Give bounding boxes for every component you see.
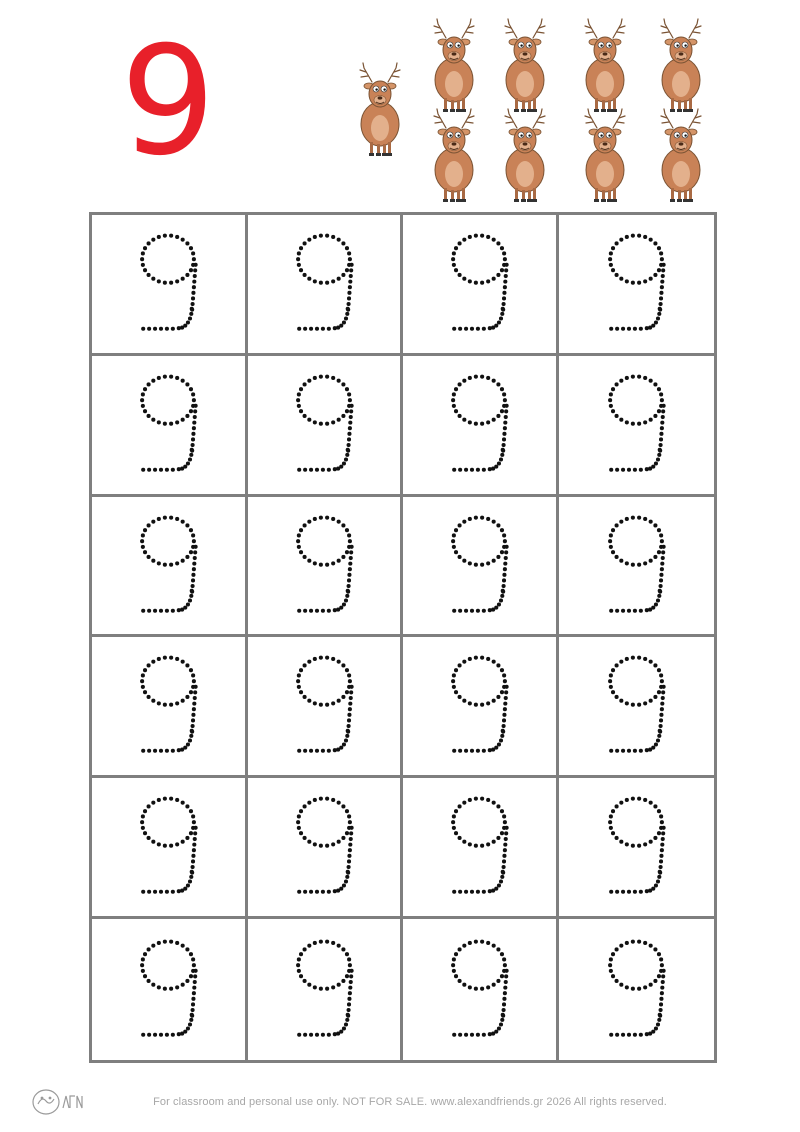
tracing-cell[interactable] xyxy=(248,919,404,1060)
reindeer-icon xyxy=(497,18,553,112)
dotted-nine-icon xyxy=(128,651,208,761)
dotted-nine-icon xyxy=(284,511,364,621)
tracing-cell[interactable] xyxy=(92,778,248,919)
dotted-nine-icon xyxy=(439,792,519,902)
reindeer-icon xyxy=(577,108,633,202)
tracing-cell[interactable] xyxy=(92,497,248,638)
tracing-cell[interactable] xyxy=(403,497,559,638)
dotted-nine-icon xyxy=(596,792,676,902)
tracing-cell[interactable] xyxy=(248,497,404,638)
tracing-cell[interactable] xyxy=(559,637,715,778)
dotted-nine-icon xyxy=(439,651,519,761)
dotted-nine-icon xyxy=(128,792,208,902)
tracing-cell[interactable] xyxy=(559,215,715,356)
dotted-nine-icon xyxy=(284,935,364,1045)
dotted-nine-icon xyxy=(284,229,364,339)
dotted-nine-icon xyxy=(128,511,208,621)
reindeer-icon xyxy=(497,108,553,202)
alexandfriends-logo-icon xyxy=(30,1086,88,1118)
tracing-cell[interactable] xyxy=(248,356,404,497)
dotted-nine-icon xyxy=(596,511,676,621)
tracing-cell[interactable] xyxy=(92,356,248,497)
dotted-nine-icon xyxy=(439,229,519,339)
tracing-cell[interactable] xyxy=(559,919,715,1060)
dotted-nine-icon xyxy=(596,370,676,480)
dotted-nine-icon xyxy=(439,935,519,1045)
dotted-nine-icon xyxy=(596,651,676,761)
tracing-cell[interactable] xyxy=(559,356,715,497)
tracing-cell[interactable] xyxy=(403,778,559,919)
tracing-cell[interactable] xyxy=(92,919,248,1060)
tracing-cell[interactable] xyxy=(248,778,404,919)
tracing-cell[interactable] xyxy=(403,919,559,1060)
tracing-cell[interactable] xyxy=(92,215,248,356)
tracing-cell[interactable] xyxy=(403,637,559,778)
tracing-cell[interactable] xyxy=(248,215,404,356)
tracing-cell[interactable] xyxy=(92,637,248,778)
dotted-nine-icon xyxy=(439,511,519,621)
footer-copyright: For classroom and personal use only. NOT FOR SALE. www.alexandfriends.gr 2026 All rights reserved. xyxy=(153,1096,667,1108)
tracing-cell[interactable] xyxy=(403,356,559,497)
reindeer-icon xyxy=(577,18,633,112)
dotted-nine-icon xyxy=(284,792,364,902)
tracing-cell[interactable] xyxy=(559,497,715,638)
tracing-cell[interactable] xyxy=(403,215,559,356)
dotted-nine-icon xyxy=(284,651,364,761)
dotted-nine-icon xyxy=(128,370,208,480)
reindeer-icon xyxy=(653,108,709,202)
big-number-9: 9 xyxy=(120,15,216,189)
dotted-nine-icon xyxy=(439,370,519,480)
reindeer-icon xyxy=(426,18,482,112)
tracing-cell[interactable] xyxy=(559,778,715,919)
dotted-nine-icon xyxy=(128,935,208,1045)
reindeer-icon xyxy=(352,62,408,156)
dotted-nine-icon xyxy=(284,370,364,480)
dotted-nine-icon xyxy=(128,229,208,339)
reindeer-illustration xyxy=(340,18,720,208)
dotted-nine-icon xyxy=(596,935,676,1045)
dotted-nine-icon xyxy=(596,229,676,339)
tracing-cell[interactable] xyxy=(248,637,404,778)
tracing-grid xyxy=(89,212,717,1063)
reindeer-icon xyxy=(426,108,482,202)
reindeer-icon xyxy=(653,18,709,112)
